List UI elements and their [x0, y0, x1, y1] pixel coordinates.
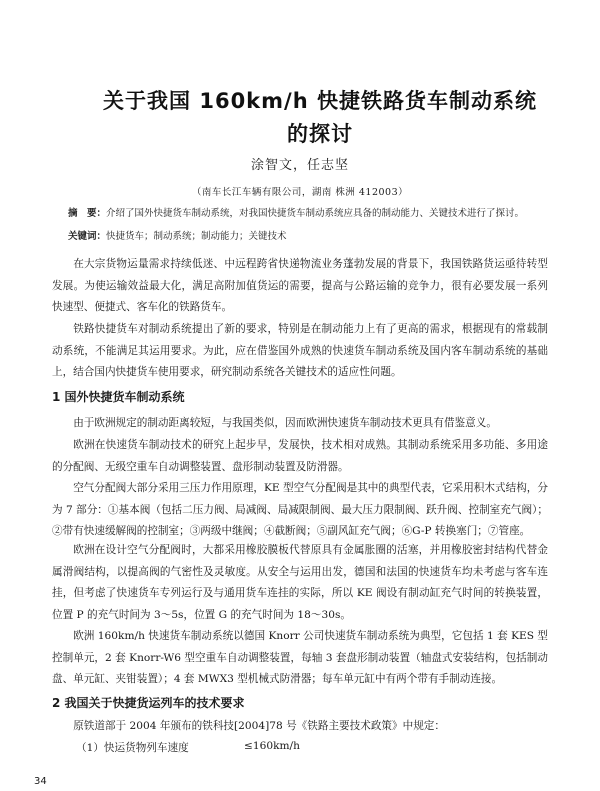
abstract-text: 介绍了国外快捷货车制动系统，对我国快捷货车制动系统应具备的制动能力、关键技术进行了探讨。	[106, 208, 525, 219]
section-1-paragraph-5: 欧洲 160km/h 快速货车制动系统以德国 Knorr 公司快速货车制动系统为典型，它包括 1 套 KES 型控制单元，2 套 Knorr-W6 型空重车自动调整装置，每轴 3 套盘形制动装置（轴盘式安装结构，包括制动盘、单元缸、夹钳装置）；4 套 MWX3 型机械式防滑器；每车单元缸中有两个带有手制动连接。	[52, 630, 548, 685]
speed-requirement-item	[76, 740, 300, 755]
section-2-paragraph-1: 原铁道部于 2004 年颁布的铁科技[2004]78 号《铁路主要技术政策》中规定：	[73, 720, 445, 732]
authors: 涂智文，任志坚	[250, 158, 349, 173]
paper-title-line-1: 关于我国 160km/h 快捷铁路货车制动系统	[103, 89, 537, 113]
section-2-heading: 2 我国关于快捷货运列车的技术要求	[52, 696, 245, 710]
paper-title-line-2: 的探讨	[287, 122, 353, 146]
abstract-label: 摘 要：	[68, 208, 107, 219]
keywords-label: 关键词：	[68, 231, 107, 242]
keywords-text: 快捷货车；制动系统；制动能力；关键技术	[106, 231, 287, 242]
section-1-paragraph-1: 由于欧洲规定的制动距离较短，与我国类似，因而欧洲快速货车制动技术更具有借鉴意义。	[73, 417, 497, 429]
speed-requirement-label: （1）快运货物列车速度	[76, 742, 189, 754]
speed-requirement-value: ≤160km/h	[244, 740, 300, 752]
affiliation: （南车长江车辆有限公司，湖南 株洲 412003）	[191, 187, 409, 198]
section-1-heading: 1 国外快捷货车制动系统	[52, 390, 185, 404]
intro-paragraph-2: 铁路快捷货车对制动系统提出了新的要求，特别是在制动能力上有了更高的需求，根据现有的常载制动系统，不能满足其运用要求。为此，应在借鉴国外成熟的快速货车制动系统及国内客车制动系统的基础上，结合国内快捷货车使用要求，研究制动系统各关键技术的适应性问题。	[52, 323, 548, 378]
section-1-paragraph-4: 欧洲在设计空气分配阀时，大都采用橡胶膜板代替原具有金属胀圈的活塞，并用橡胶密封结构代替金属滑阀结构，以提高阀的气密性及灵敏度。从安全与运用出发，德国和法国的快速货车均未考虑与客车连挂，但考虑了快速货车专列运行及与通用货车连挂的实际，所以 KE 阀设有制动缸充气时间的转换装置，位置 P 的充气时间为 3～5s，位置 G 的充气时间为 18～30s。	[52, 544, 548, 621]
section-1-paragraph-2: 欧洲在快速货车制动技术的研究上起步早，发展快，技术相对成熟。其制动系统采用多功能、多用途的分配阀、无级空重车自动调整装置、盘形制动装置及防滑器。	[52, 439, 548, 473]
page-number: 34	[34, 776, 47, 787]
abstract	[68, 207, 548, 221]
intro-paragraph-1: 在大宗货物运量需求持续低迷、中远程跨省快递物流业务蓬勃发展的背景下，我国铁路货运亟待转型发展。为使运输效益最大化，满足高附加值货运的需要，提高与公路运输的竞争力，很有必要发展一系列快速型、便捷式、客车化的铁路货车。	[52, 258, 548, 313]
keywords	[68, 230, 548, 244]
section-1-paragraph-3: 空气分配阀大部分采用三压力作用原理，KE 型空气分配阀是其中的典型代表，它采用积木式结构，分为 7 部分：①基本阀（包括二压力阀、局减阀、局减限制阀、最大压力限制阀、跃升阀、控制室充气阀）；②带有快速缓解阀的控制室；③两级中继阀；④截断阀；⑤副风缸充气阀；⑥G-P 转换塞门；⑦管座。	[52, 482, 548, 537]
